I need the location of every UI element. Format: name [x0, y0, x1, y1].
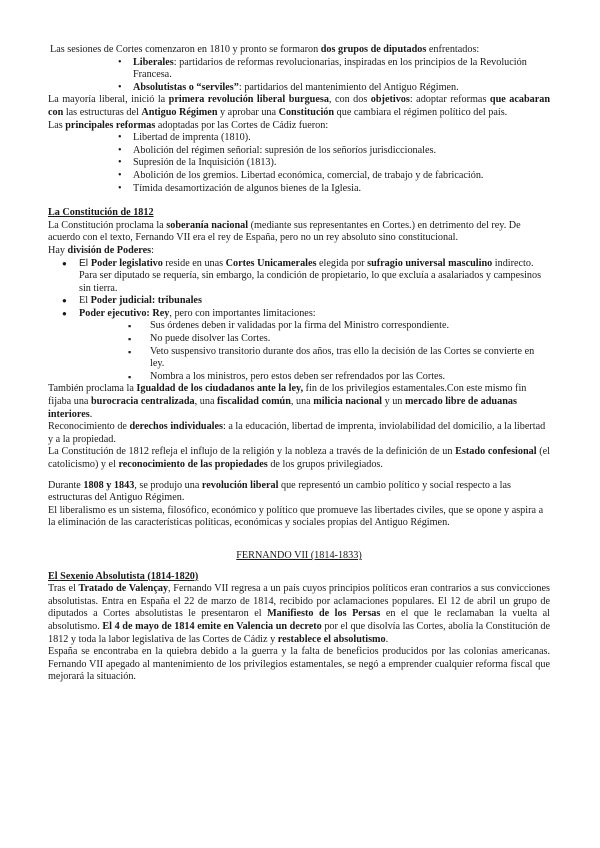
list-item: • Absolutistas o “serviles”: partidarios del mantenimiento del Antiguo Régimen. [118, 82, 550, 95]
powers-list [48, 258, 550, 321]
equality-paragraph: También proclama la Igualdad de los ciudadanos ante la ley, fin de los privilegios estamentales.Con este mismo fin fijaba una burocracia centralizada, una fiscalidad común, una milicia nacional y un mercado libre de aduanas interiores. [48, 383, 527, 420]
list-item: ▪ Sus órdenes deben ir validadas por la firma del Ministro correspondiente. [128, 320, 550, 333]
list-item: ● El Poder legislativo reside en unas Cortes Unicamerales elegida por sufragio universal masculino indirecto. Para ser diputado se requería, sin embargo, la condición de propietario, lo que excluía a asalariados y campesinos sin tierra. [62, 258, 550, 296]
list-item: • Libertad de imprenta (1810). [118, 132, 550, 145]
reforms-list [48, 132, 550, 195]
liberal-majority-paragraph: La mayoría liberal, inició la primera revolución liberal burguesa, con dos objetivos: adoptar reformas que acabaran con las estructuras del Antiguo Régimen y aprobar una Constitución que cambiara el régimen político del país. [48, 94, 550, 118]
king-limits-list [48, 320, 550, 383]
list-item: • Liberales: partidarios de reformas revolucionarias, inspiradas en los principios de la Revolución Francesa. [118, 57, 550, 82]
section-heading: La Constitución de 1812 [48, 207, 154, 219]
section-heading: El Sexenio Absolutista (1814-1820) [48, 570, 199, 582]
list-item: • Abolición del régimen señorial: supresión de los señoríos jurisdiccionales. [118, 145, 550, 158]
list-item: • Abolición de los gremios. Libertad económica, comercial, de trabajo y de fabricación. [118, 170, 550, 183]
chapter-title: FERNANDO VII (1814-1833) [236, 549, 362, 561]
list-item: ● El Poder judicial: tribunales [62, 295, 550, 308]
party-groups-list [48, 57, 550, 95]
list-item: • Supresión de la Inquisición (1813). [118, 157, 550, 170]
sexenio-paragraph: Tras el Tratado de Valençay, Fernando VII regresa a un país cuyos principios políticos eran contrarios a sus convicciones absolutistas. Entra en España el 22 de marzo de 1814, recibido por aclamaciones populares. El 12 de abril un grupo de diputados a Cortes absolutistas le presentaron el Manifiesto de los Persas en el que le reclamaban la vuelta al absolutismo. El 4 de mayo de 1814 emite en Valencia un decreto por el que disolvía las Cortes, abolía la Constitución de 1812 y toda la labor legislativa de las Cortes de Cádiz y restablece el absolutismo. [48, 583, 551, 645]
reforms-intro: Las principales reformas adoptadas por las Cortes de Cádiz fueron: [48, 119, 329, 131]
list-item: ▪ No puede disolver las Cortes. [128, 333, 550, 346]
bankruptcy-paragraph: España se encontraba en la quiebra debido a la guerra y la falta de beneficios producidos por las colonias americanas. Fernando VII apegado al mantenimiento de los privilegios estamentales, se negó a emprender cualquier reforma fiscal que mejorará la situación. [48, 646, 550, 683]
powers-intro: Hay división de Poderes: [48, 244, 154, 256]
list-item: ▪ Nombra a los ministros, pero estos deben ser refrendados por las Cortes. [128, 371, 550, 384]
confessional-paragraph: La Constitución de 1812 refleja el influjo de la religión y la nobleza a través de la definición de un Estado confesional (el catolicismo) y el reconocimiento de las propiedades de los grupos privilegiados. [48, 446, 550, 470]
revolution-paragraph: Durante 1808 y 1843, se produjo una revolución liberal que representó un cambio político y social respecto a las estructuras del Antiguo Régimen. [48, 479, 511, 504]
rights-paragraph: Reconocimiento de derechos individuales: a la educación, libertad de imprenta, inviolabilidad del domicilio, a la libertad y a la propiedad. [48, 421, 546, 445]
list-item: ▪ Veto suspensivo transitorio durante dos años, tras ello la decisión de las Cortes se convierte en ley. [128, 346, 550, 371]
list-item: • Tímida desamortización de algunos bienes de la Iglesia. [118, 183, 550, 196]
sovereignty-paragraph: La Constitución proclama la soberanía nacional (mediante sus representantes en Cortes.) en detrimento del rey. De acuerdo con el texto, Fernando VII era el rey de España, pero no un rey absoluto sino constitucional. [48, 219, 521, 244]
liberalism-paragraph: El liberalismo es un sistema, filosófico, económico y político que promueve las libertades civiles, que se opone y aspira a la eliminación de las características políticas, económicas y sociales propias del Antiguo Régimen. [48, 504, 544, 529]
intro-paragraph: Las sesiones de Cortes comenzaron en 1810 y pronto se formaron dos grupos de diputados enfrentados: [50, 44, 480, 55]
list-item: ● Poder ejecutivo: Rey, pero con importantes limitaciones: [62, 308, 550, 321]
